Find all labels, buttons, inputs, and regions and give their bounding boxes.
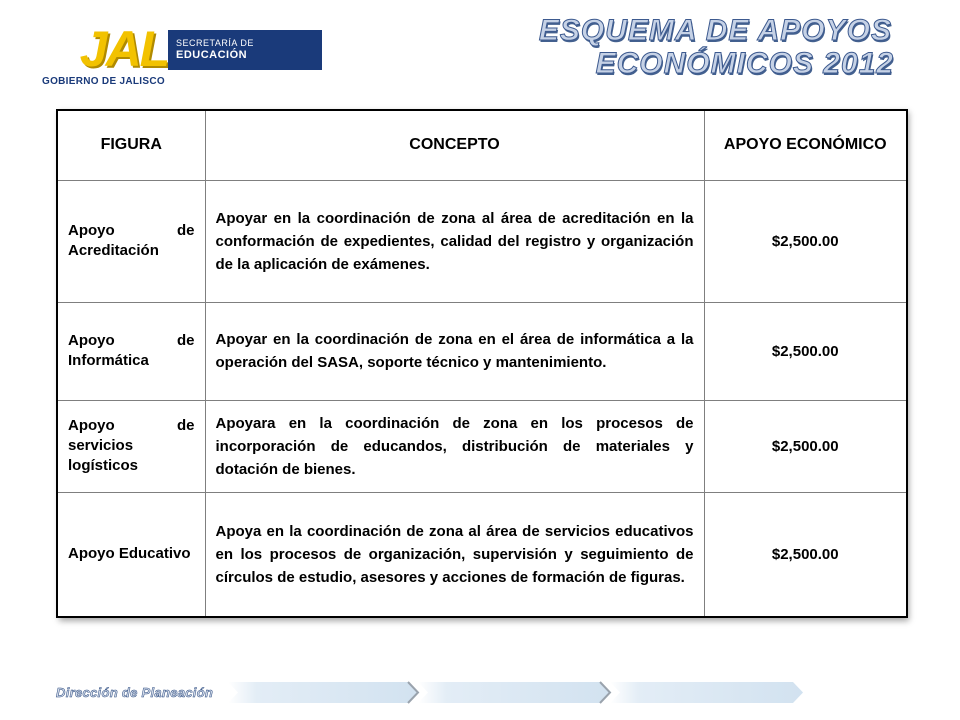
cell-apoyo: $2,500.00: [704, 492, 907, 617]
jalisco-education-logo: [40, 22, 290, 94]
logo-line2: EDUCACIÓN: [176, 49, 248, 61]
cell-concepto: Apoya en la coordinación de zona al área de servicios educativos en los procesos de organización, supervisión y seguimiento de círculos de estudio, asesores y acciones de formación de figuras.: [205, 492, 704, 617]
support-scheme-table-wrapper: [56, 109, 906, 618]
cell-figura: Apoyo de servicios logísticos: [57, 400, 205, 492]
page-title: [539, 14, 892, 80]
cell-figura: Apoyo Educativo: [57, 492, 205, 617]
cell-concepto: Apoyar en la coordinación de zona en el área de informática a la operación del SASA, soporte técnico y mantenimiento.: [205, 302, 704, 400]
cell-apoyo: $2,500.00: [704, 180, 907, 302]
title-line2: ECONÓMICOS 2012: [595, 47, 894, 80]
header-apoyo: APOYO ECONÓMICO: [704, 110, 907, 180]
cell-figura: Apoyo de Acreditación: [57, 180, 205, 302]
title-line1: ESQUEMA DE APOYOS: [538, 14, 892, 47]
header-concepto: CONCEPTO: [205, 110, 704, 180]
support-scheme-table: [56, 109, 908, 618]
chevron-segment: [610, 682, 803, 703]
table-row: [57, 180, 907, 302]
cell-concepto: Apoyara en la coordinación de zona en los procesos de incorporación de educandos, distribución de materiales y dotación de bienes.: [205, 400, 704, 492]
table-row: [57, 400, 907, 492]
logo-department-box: [168, 30, 322, 70]
logo-government-label: GOBIERNO DE JALISCO: [42, 76, 165, 87]
cell-figura: Apoyo de Informática: [57, 302, 205, 400]
chevron-segment: [228, 682, 418, 703]
footer-department-label: Dirección de Planeación: [56, 685, 214, 700]
logo-mark: JAL: [79, 21, 169, 77]
cell-concepto: Apoyar en la coordinación de zona al área de acreditación en la conformación de expedientes, calidad del registro y organización de la aplicación de exámenes.: [205, 180, 704, 302]
table-row: [57, 492, 907, 617]
header-figura: FIGURA: [57, 110, 205, 180]
table-row: [57, 302, 907, 400]
chevron-segment: [418, 682, 610, 703]
cell-apoyo: $2,500.00: [704, 302, 907, 400]
table-header-row: [57, 110, 907, 180]
cell-apoyo: $2,500.00: [704, 400, 907, 492]
footer-chevron-bar: [228, 679, 808, 706]
logo-line1: SECRETARÍA DE: [176, 38, 254, 48]
